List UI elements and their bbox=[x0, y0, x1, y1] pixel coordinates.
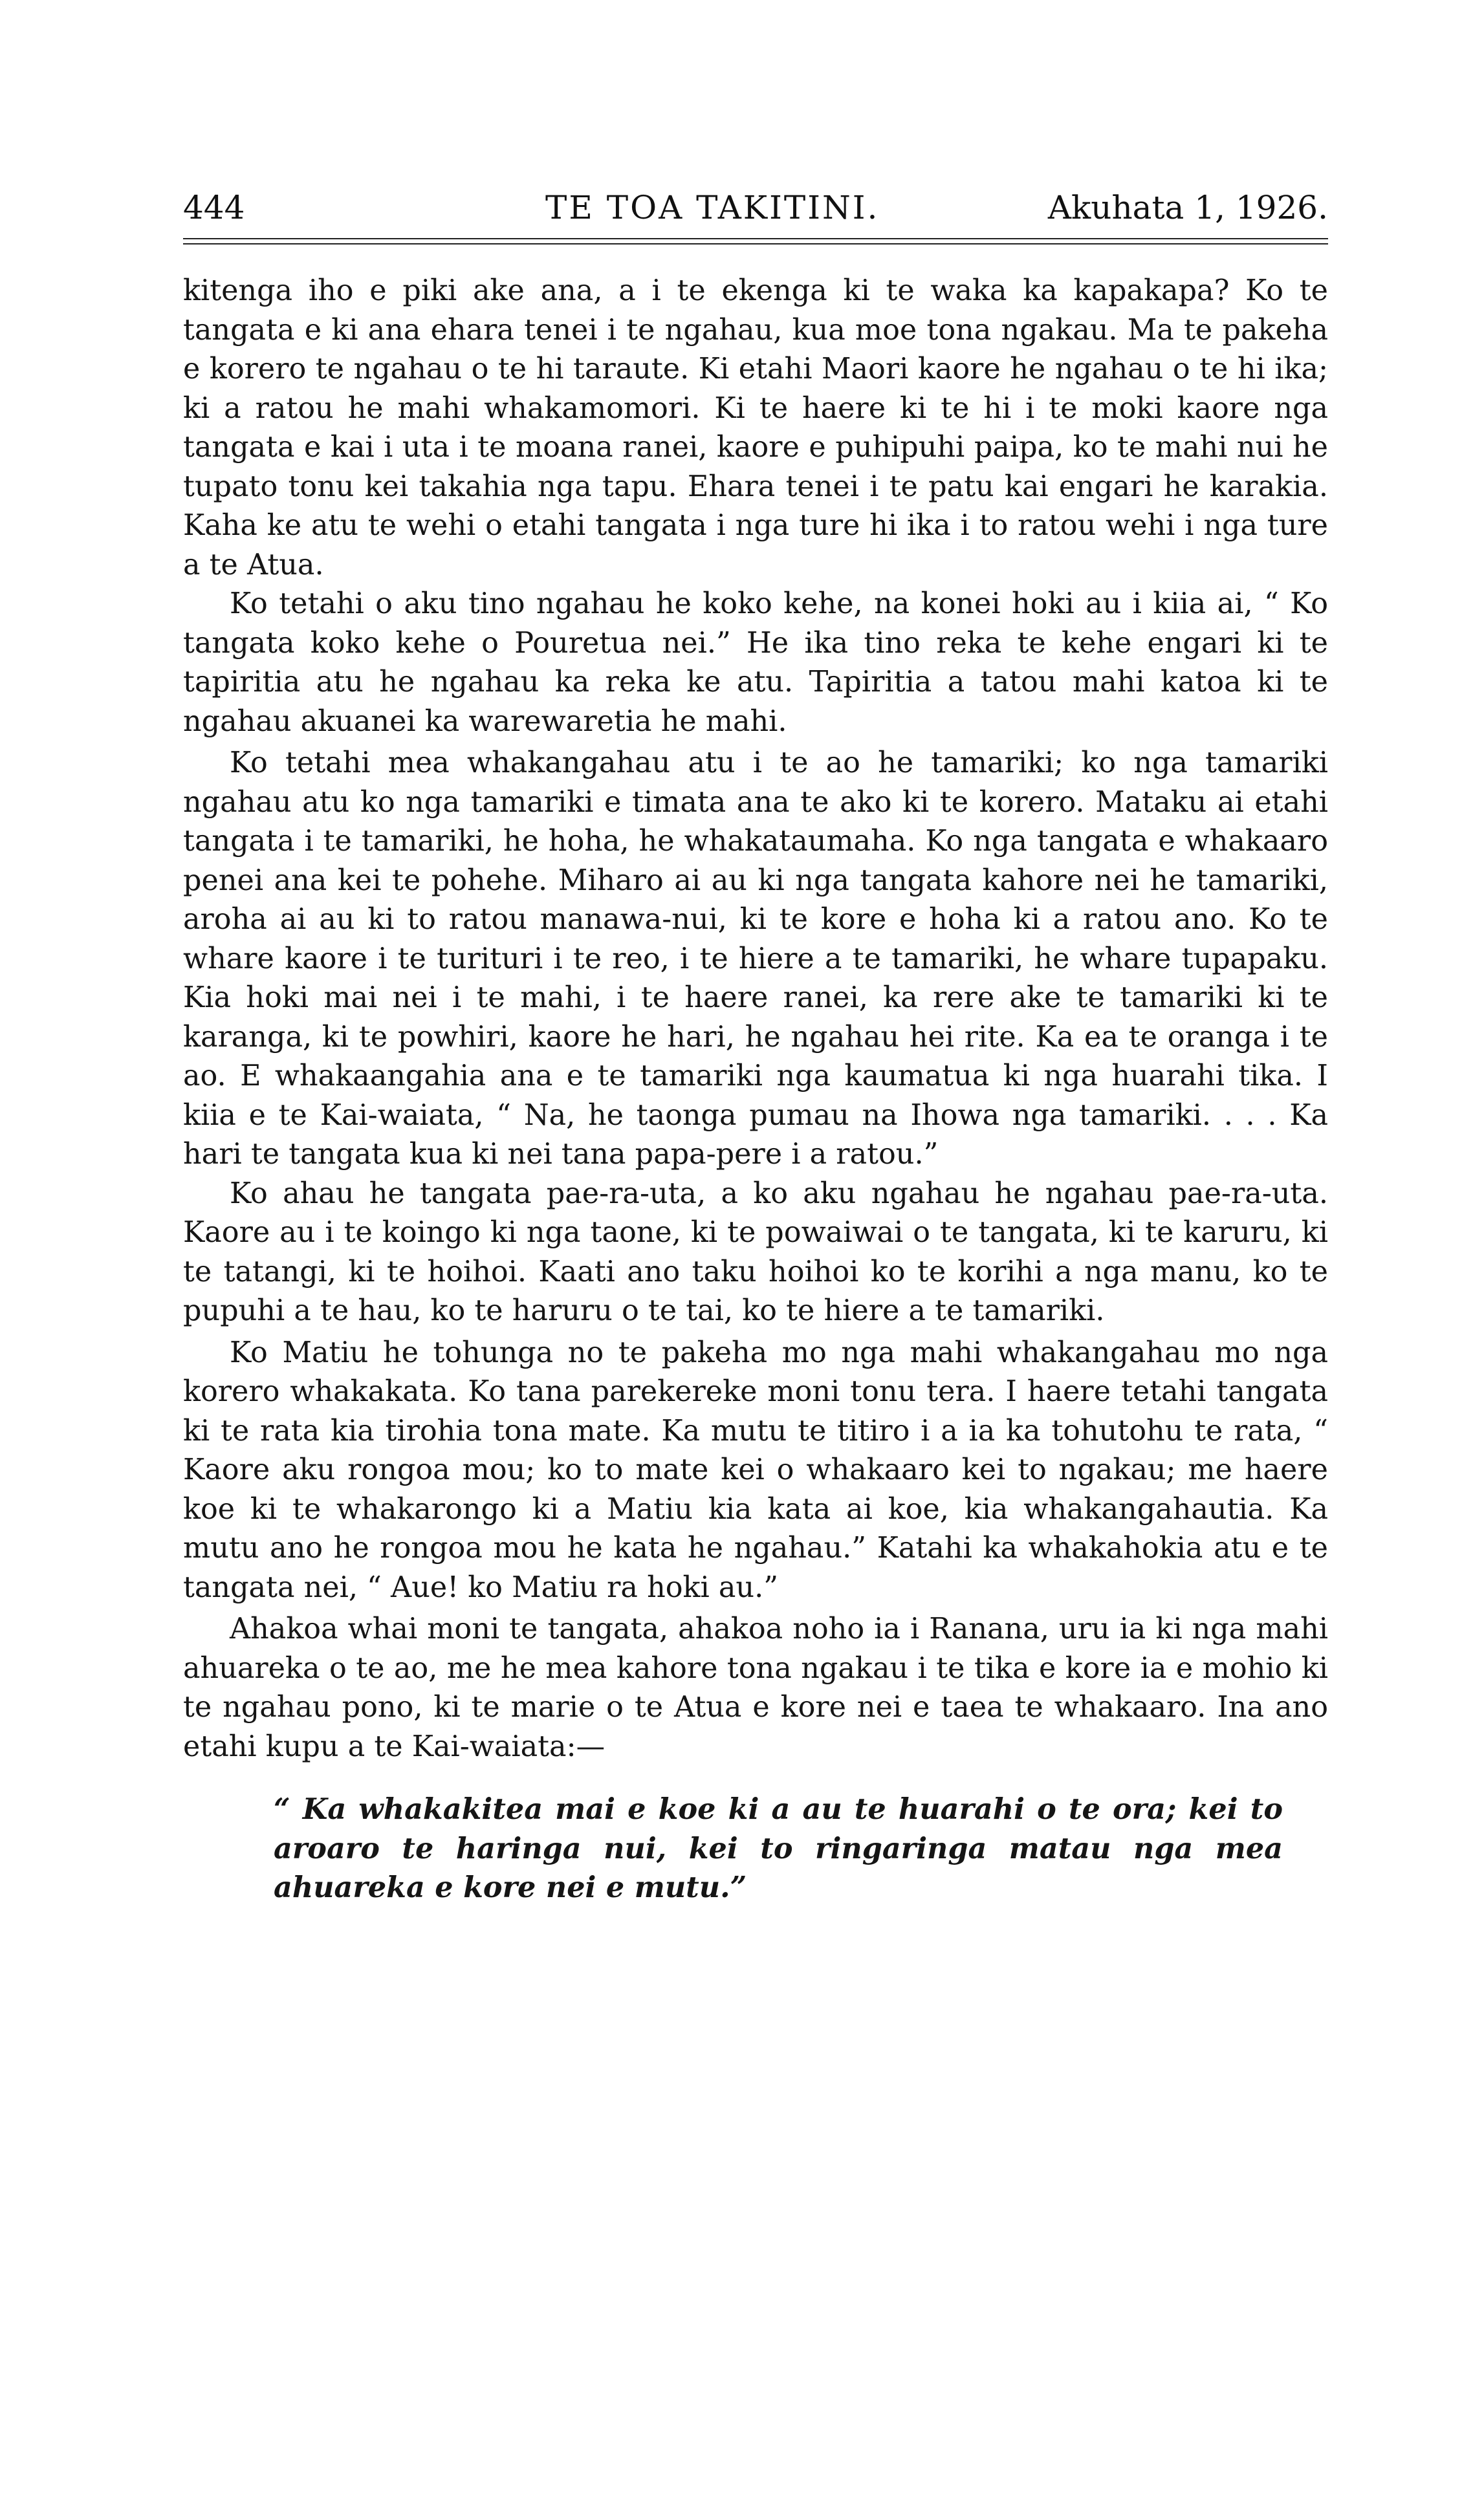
header-rule bbox=[183, 238, 1328, 244]
paragraph: Ko tetahi o aku tino ngahau he koko kehe, na konei hoki au i kiia ai, “ Ko tangata koko kehe o Pouretua nei.” He ika tino reka te kehe engari ki te tapiritia atu he ngahau ka reka ke atu. Tapiritia a tatou mahi katoa ki te ngahau akuanei ka warewaretia he mahi. bbox=[183, 587, 1328, 738]
article-body bbox=[183, 272, 1328, 1907]
paragraph: Ko ahau he tangata pae-ra-uta, a ko aku ngahau he ngahau pae-ra-uta. Kaore au i te koingo ki nga taone, ki te powaiwai o te tangata, ki te karuru, ki te tatangi, ki te hoihoi. Kaati ano taku hoihoi ko te korihi a nga manu, ko te pupuhi a te hau, ko te haruru o te tai, ko te hiere a te tamariki. bbox=[183, 1177, 1328, 1327]
issue-date: Akuhata 1, 1926. bbox=[1047, 189, 1328, 226]
scripture-quote: “ Ka whakakitea mai e koe ki a au te huarahi o te ora; kei to aroaro te haringa nui, kei to ringaringa matau nga mea ahuareka e kore nei e mutu.” bbox=[274, 1792, 1283, 1904]
paragraph: Ahakoa whai moni te tangata, ahakoa noho ia i Ranana, uru ia ki nga mahi ahuareka o te ao, me he mea kahore tona ngakau i te tika e kore ia e mohio ki te ngahau pono, ki te marie o te Atua e kore nei e taea te whakaaro. Ina ano etahi kupu a te Kai-waiata:— bbox=[183, 1613, 1328, 1763]
page-number: 444 bbox=[183, 189, 245, 226]
paragraph: Ko Matiu he tohunga no te pakeha mo nga mahi whakangahau mo nga korero whakakata. Ko tana parekereke moni tonu tera. I haere tetahi tangata ki te rata kia tirohia tona mate. Ka mutu te titiro i a ia ka tohutohu te rata, “ Kaore aku rongoa mou; ko to mate kei o whakaaro kei to ngakau; me haere koe ki te whakarongo ki a Matiu kia kata ai koe, kia whakangahautia. Ka mutu ano he rongoa mou he kata he ngahau.” Katahi ka whakahokia atu e te tangata nei, “ Aue! ko Matiu ra hoki au.” bbox=[183, 1336, 1328, 1604]
paragraph: Ko tetahi mea whakangahau atu i te ao he tamariki; ko nga tamariki ngahau atu ko nga tamariki e timata ana te ako ki te korero. Mataku ai etahi tangata i te tamariki, he hoha, he whakataumaha. Ko nga tangata e whakaaro penei ana kei te pohehe. Miharo ai au ki nga tangata kahore nei he tamariki, aroha ai au ki to ratou manawa-nui, ki te kore e hoha ki a ratou ano. Ko te whare kaore i te turituri i te reo, i te hiere a te tamariki, he whare tupapaku. Kia hoki mai nei i te mahi, i te haere ranei, ka rere ake te tamariki ki te karanga, ki te powhiri, kaore he hari, he ngahau hei rite. Ka ea te oranga i te ao. E whakaangahia ana e te tamariki nga kaumatua ki nga huarahi tika. I kiia e te Kai-waiata, “ Na, he taonga pumau na Ihowa nga tamariki. . . . Ka hari te tangata kua ki nei tana papa-pere i a ratou.” bbox=[183, 746, 1328, 1171]
page-header bbox=[183, 189, 1328, 234]
paragraph: kitenga iho e piki ake ana, a i te ekenga ki te waka ka kapakapa? Ko te tangata e ki ana ehara tenei i te ngahau, kua moe tona ngakau. Ma te pakeha e korero te ngahau o te hi taraute. Ki etahi Maori kaore he ngahau o te hi ika; ki a ratou he mahi whakamomori. Ki te haere ki te hi i te moki kaore nga tangata e kai i uta i te moana ranei, kaore e puhipuhi paipa, ko te mahi nui he tupato tonu kei takahia nga tapu. Ehara tenei i te patu kai engari he karakia. Kaha ke atu te wehi o etahi tangata i nga ture hi ika i to ratou wehi i nga ture a te Atua. bbox=[183, 274, 1328, 581]
journal-title: TE TOA TAKITINI. bbox=[545, 189, 880, 226]
